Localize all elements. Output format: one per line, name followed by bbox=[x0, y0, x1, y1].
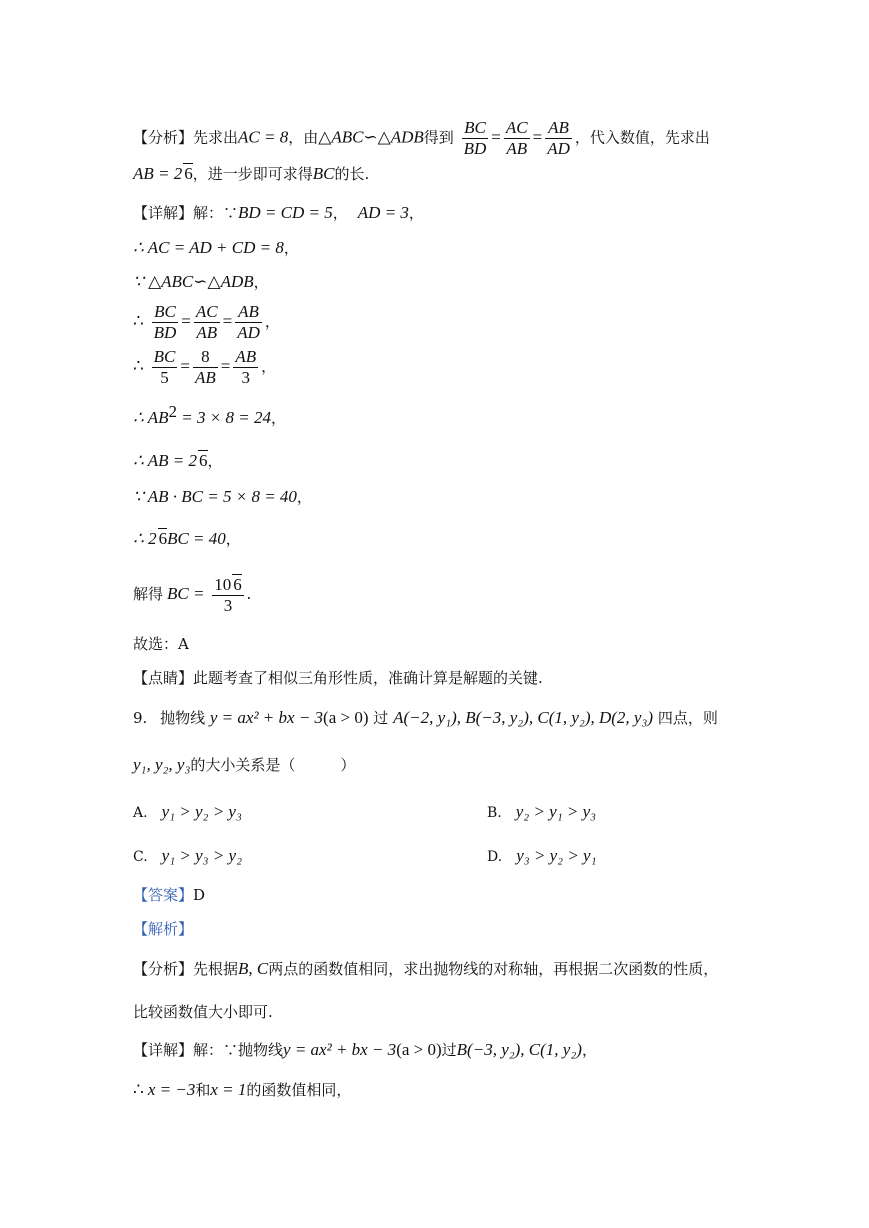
jiexi-tag: 【解析】 bbox=[133, 920, 194, 938]
analysis-line-2: AB = 2 6，进一步即可求得BC的长. bbox=[133, 164, 370, 183]
option-d[interactable]: D. y₃ > y₂ > y₁ bbox=[487, 846, 597, 865]
fraction: $\frac{AB}{AD}$ bbox=[237, 302, 260, 342]
answer-line bbox=[133, 885, 205, 905]
detail-line-1: 【详解】解：∵BD = CD = 5， AD = 3， bbox=[133, 203, 424, 222]
detail-line-3: ∵ △ABC∽△ADB， bbox=[133, 272, 269, 291]
jiexi-line bbox=[133, 919, 193, 939]
detail2-line-2: ∴ x = −3和x = 1的函数值相同， bbox=[133, 1080, 352, 1099]
analysis-line-1: 【分析】先求出AC = 8，由△ABC∽△ADB得到 $\frac{BC}{BD}$ = $\frac{AC}{AB}$ = $\frac{AB}{AD}$ ，代入数值，先求出 bbox=[133, 118, 710, 158]
detail-line-8: ∵ AB · BC = 5 × 8 = 40， bbox=[133, 487, 312, 506]
sqrt: 6 bbox=[233, 575, 242, 594]
detail-tag: 【详解】 bbox=[133, 1041, 194, 1059]
answer-value: D bbox=[193, 886, 206, 904]
sqrt: 6 bbox=[199, 451, 208, 470]
fraction: $\frac{BC}{BD}$ bbox=[463, 118, 487, 158]
choice-line: 故选：A bbox=[133, 635, 189, 653]
fraction: $\frac{10 6}{3}$ bbox=[214, 575, 242, 615]
fraction: $\frac{AB}{3}$ bbox=[235, 347, 257, 387]
question-9-line-1: 9. 抛物线 y = ax² + bx − 3(a > 0) 过 A(−2, y₁), B(−3, y₂), C(1, y₂), D(2, y₃) 四点，则 bbox=[133, 708, 718, 727]
analysis2-line-2: 比较函数值大小即可. bbox=[133, 1003, 273, 1021]
answer-tag: 【答案】 bbox=[133, 886, 194, 904]
option-b[interactable]: B. y₂ > y₁ > y₃ bbox=[487, 802, 597, 821]
detail-tag: 【详解】 bbox=[133, 204, 194, 222]
analysis-tag: 【分析】 bbox=[133, 960, 194, 978]
analysis-tag: 【分析】 bbox=[133, 128, 194, 147]
detail-line-9: ∴ 2 6BC = 40， bbox=[133, 529, 241, 548]
question-number: 9. bbox=[133, 709, 148, 727]
detail-line-10: 解得 BC = $\frac{10 6}{3}$ . bbox=[133, 575, 251, 615]
option-c[interactable]: C. y₁ > y₃ > y₂ bbox=[133, 846, 242, 865]
detail2-line-1: 【详解】解：∵抛物线y = ax² + bx − 3(a > 0)过B(−3, y₂), C(1, y₂)， bbox=[133, 1040, 597, 1059]
detail-line-2: ∴ AC = AD + CD = 8， bbox=[133, 238, 299, 257]
detail-line-4: ∴ $\frac{BC}{BD}$ = $\frac{AC}{AB}$ = $\frac{AB}{AD}$ ， bbox=[133, 302, 280, 342]
fraction: $\frac{BC}{5}$ bbox=[153, 347, 176, 387]
fraction: $\frac{8}{AB}$ bbox=[194, 347, 216, 387]
sqrt: 6 bbox=[158, 529, 168, 548]
option-a[interactable]: A. y₁ > y₂ > y₃ bbox=[133, 802, 242, 821]
comment-line: 【点睛】此题考查了相似三角形性质，准确计算是解题的关键. bbox=[133, 669, 543, 687]
fraction: $\frac{BC}{BD}$ bbox=[153, 302, 177, 342]
analysis2-line-1: 【分析】先根据B, C两点的函数值相同，求出抛物线的对称轴，再根据二次函数的性质， bbox=[133, 959, 719, 978]
comment-tag: 【点睛】 bbox=[133, 669, 194, 687]
fraction: $\frac{AC}{AB}$ bbox=[195, 302, 218, 342]
detail-line-7: ∴ AB = 2 6， bbox=[133, 451, 223, 470]
fraction: $\frac{AB}{AD}$ bbox=[547, 118, 570, 158]
detail-line-6: ∴ $AB^2 = 3 \times 8 = 24$， bbox=[133, 402, 286, 427]
detail-line-5: ∴ $\frac{BC}{5}$ = $\frac{8}{AB}$ = $\frac{AB}{3}$ ， bbox=[133, 347, 277, 387]
question-9-line-2: y₁, y₂, y₃的大小关系是（ ） bbox=[133, 755, 356, 774]
sqrt: 6 bbox=[184, 164, 193, 183]
fraction: $\frac{AC}{AB}$ bbox=[505, 118, 528, 158]
